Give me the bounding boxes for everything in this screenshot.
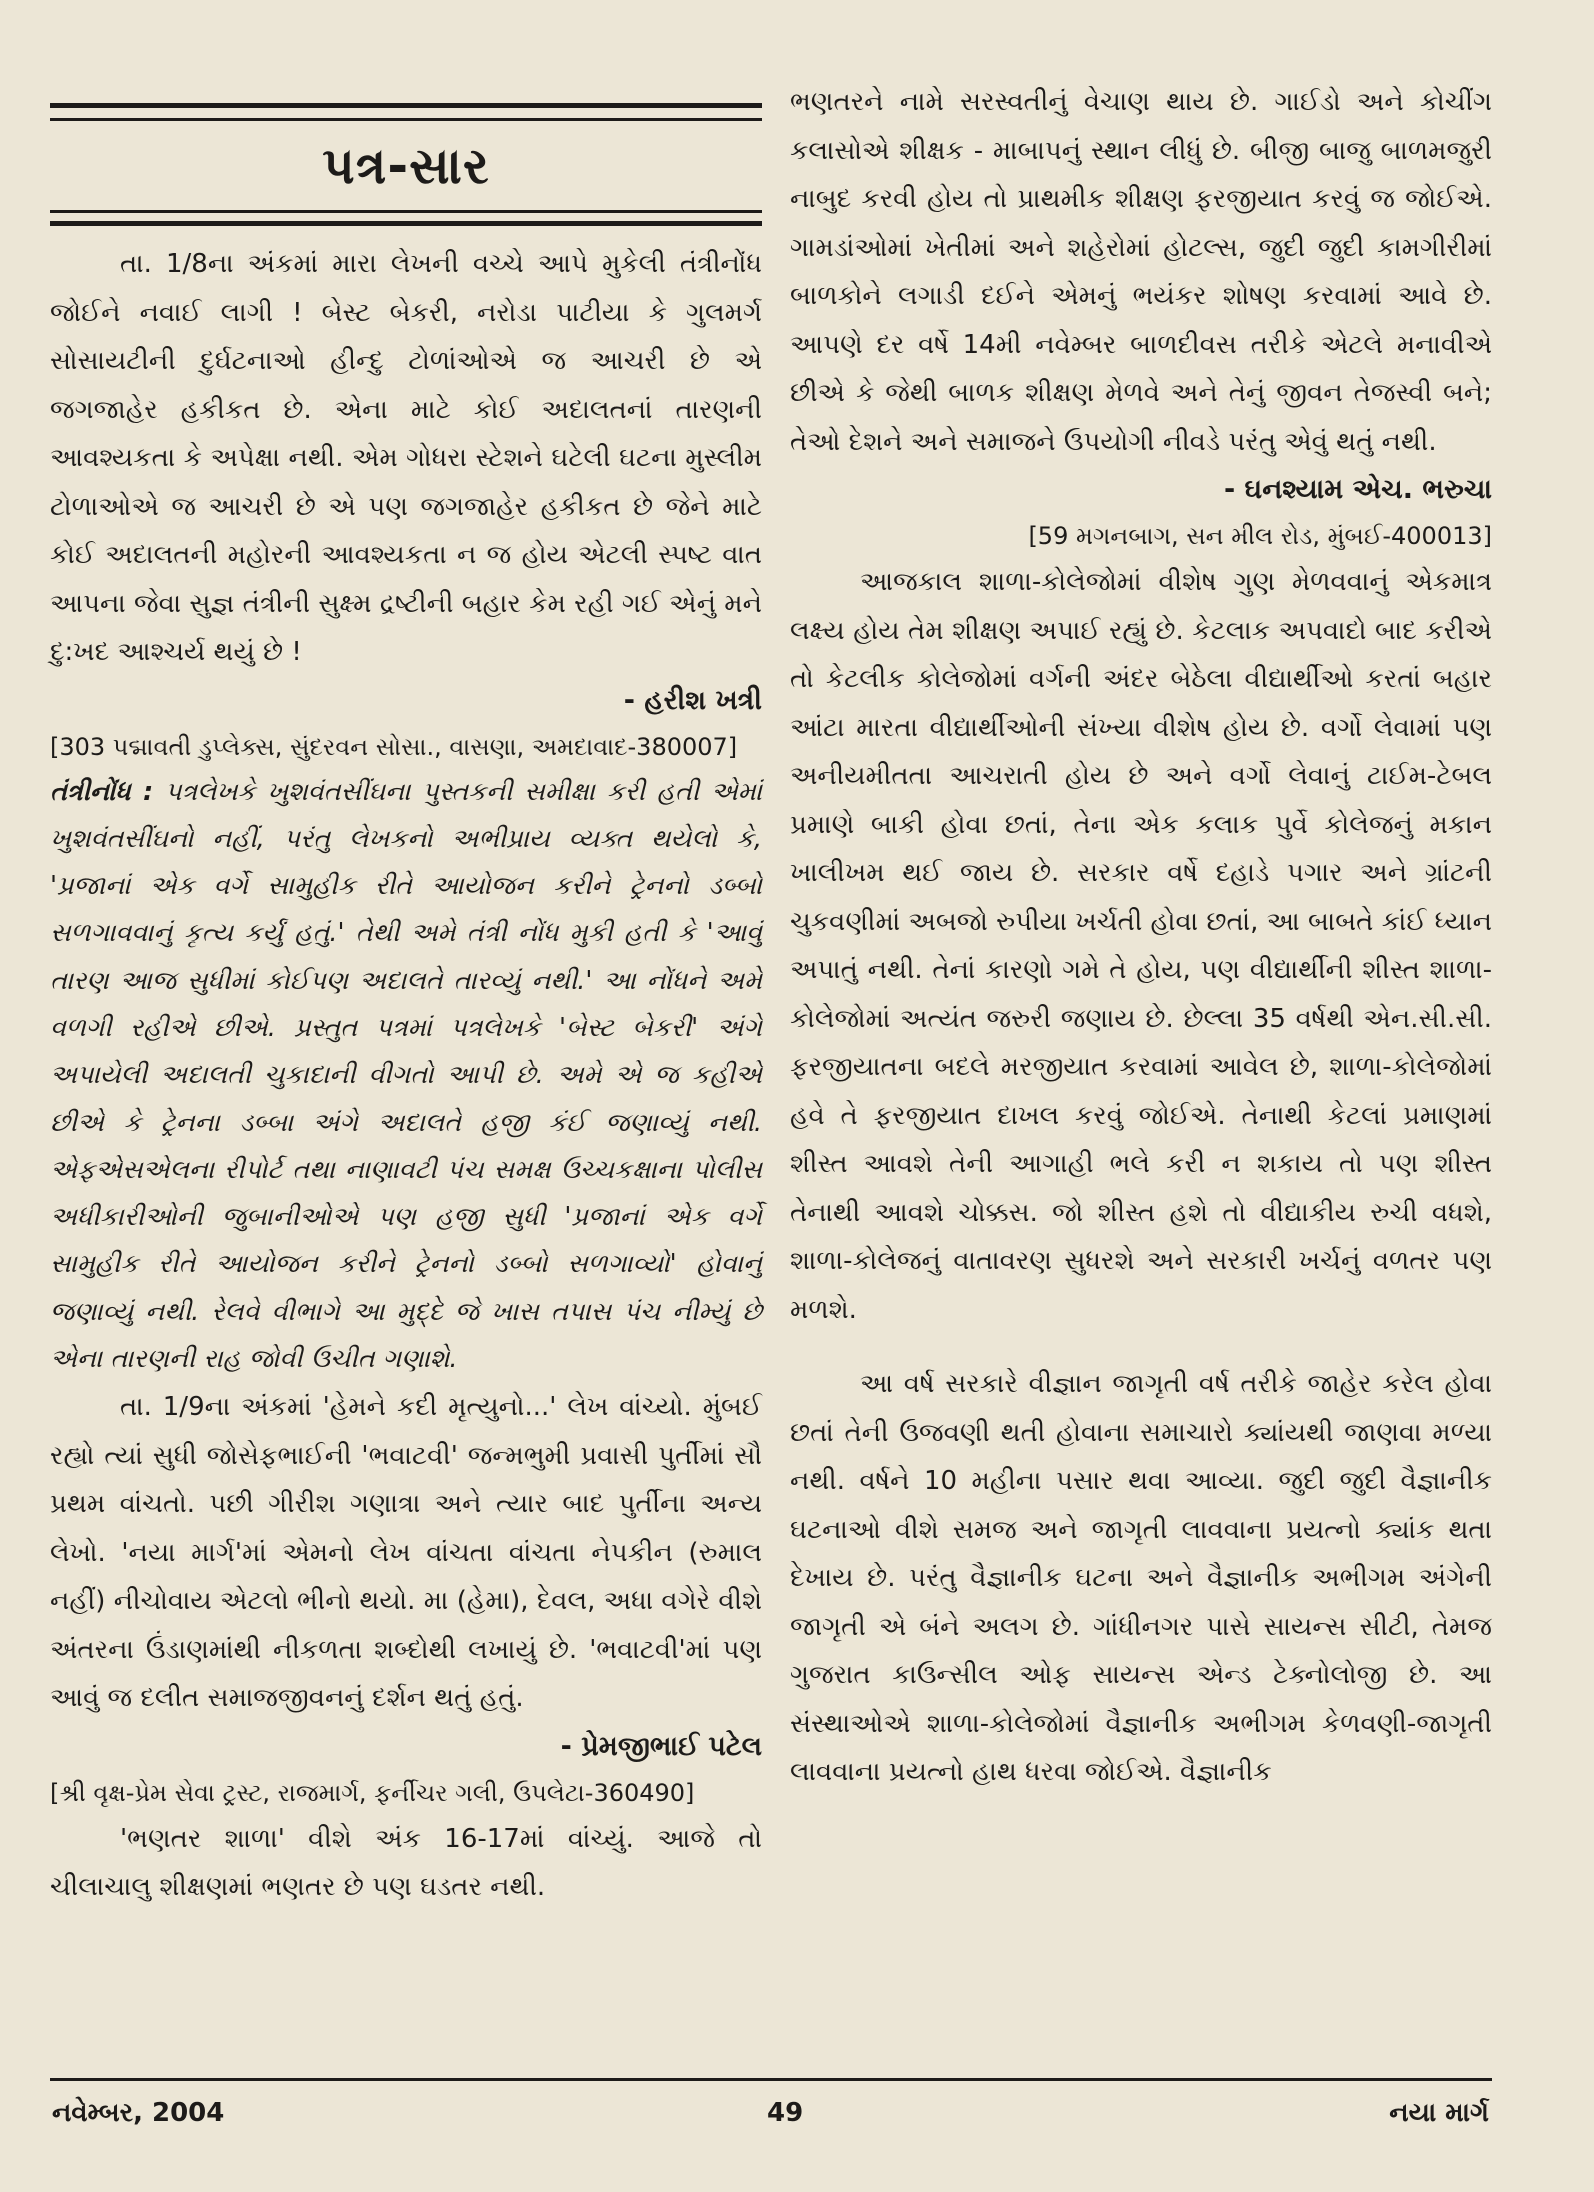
letter-2-address: [શ્રી વૃક્ષ-પ્રેમ સેવા ટ્રસ્ટ, રાજમાર્ગ, ફર્નીચર ગલી, ઉપલેટા-360490] [50,1778,695,1807]
heading-rule-top [50,103,762,121]
letter-1-signature: - હરીશ ખત્રી [623,684,762,716]
page-number: 49 [767,2098,804,2128]
letter-2-signature: - પ્રેમજીભાઈ પટેલ [560,1730,762,1762]
heading-rule-bottom [50,210,762,226]
left-column [50,95,762,1912]
letter-1-body: તા. 1/8ના અંકમાં મારા લેખની વચ્ચે આપે મુકેલી તંત્રીનોંધ જોઈને નવાઈ લાગી ! બેસ્ટ બેકરી, નરોડા પાટીયા કે ગુલમર્ગ સોસાયટીની દુર્ઘટનાઓ હીન્દુ ટોળાંઓએ જ આચરી છે એ જગજાહેર હકીકત છે. એના માટે કોઈ અદાલતનાં તારણની આવશ્યકતા કે અપેક્ષા નથી. એમ ગોધરા સ્ટેશને ઘટેલી ઘટના મુસ્લીમ ટોળાઓએ જ આચરી છે એ પણ જગજાહેર હકીકત છે જેને માટે કોઈ અદાલતની મહોરની આવશ્યકતા ન જ હોય એટલી સ્પષ્ટ વાત આપના જેવા સુજ્ઞ તંત્રીની સુક્ષ્મ દ્રષ્ટીની બહાર કેમ રહી ગઈ એનું મને દુ:ખદ આશ્ચર્ય થયું છે ! [50,249,762,667]
letter-1-address: [303 પદ્માવતી ડુપ્લેક્સ, સુંદરવન સોસા., વાસણા, અમદાવાદ-380007] [50,732,738,761]
letter-4-body: આજકાલ શાળા-કોલેજોમાં વીશેષ ગુણ મેળવવાનું એકમાત્ર લક્ષ્ય હોય તેમ શીક્ષણ અપાઈ રહ્યું છે. કેટલાક અપવાદો બાદ કરીએ તો કેટલીક કોલેજોમાં વર્ગની અંદર બેઠેલા વીદ્યાર્થીઓ કરતાં બહાર આંટા મારતા વીદ્યાર્થીઓની સંખ્યા વીશેષ હોય છે. વર્ગો લેવામાં પણ અનીયમીતતા આચરાતી હોય છે અને વર્ગો લેવાનું ટાઈમ-ટેબલ પ્રમાણે બાકી હોવા છતાં, તેના એક કલાક પુર્વે કોલેજનું મકાન ખાલીખમ થઈ જાય છે. સરકાર વર્ષે દહાડે પગાર અને ગ્રાંટની ચુકવણીમાં અબજો રુપીયા ખર્ચતી હોવા છતાં, આ બાબતે કાંઈ ધ્યાન અપાતું નથી. તેનાં કારણો ગમે તે હોય, પણ વીદ્યાર્થીની શીસ્ત શાળા-કોલેજોમાં અત્યંત જરુરી જણાય છે. છેલ્લા 35 વર્ષથી એન.સી.સી. ફરજીયાતના બદલે મરજીયાત કરવામાં આવેલ છે, શાળા-કોલેજોમાં હવે તે ફરજીયાત દાખલ કરવું જોઈએ. તેનાથી કેટલાં પ્રમાણમાં શીસ્ત આવશે તેની આગાહી ભલે કરી ન શકાય તો પણ શીસ્ત તેનાથી આવશે ચોક્કસ. જો શીસ્ત હશે તો વીદ્યાકીય રુચી વધશે, શાળા-કોલેજનું વાતાવરણ સુધરશે અને સરકારી ખર્ચનું વળતર પણ મળશે. [790,567,1492,1325]
letter-3-signature: - ઘનશ્યામ એચ. ભરુચા [1223,474,1492,505]
editor-note-label: તંત્રીનોંધ : [50,776,154,807]
letter-3-body-continued: ભણતરને નામે સરસ્વતીનું વેચાણ થાય છે. ગાઈડો અને કોચીંગ કલાસોએ શીક્ષક - માબાપનું સ્થાન લીધું છે. બીજી બાજુ બાળમજુરી નાબુદ કરવી હોય તો પ્રાથમીક શીક્ષણ ફરજીયાત કરવું જ જોઈએ. ગામડાંઓમાં ખેતીમાં અને શહેરોમાં હોટલ્સ, જુદી જુદી કામગીરીમાં બાળકોને લગાડી દઈને એમનું ભયંકર શોષણ કરવામાં આવે છે. આપણે દર વર્ષે 14મી નવેમ્બર બાળદીવસ તરીકે એટલે મનાવીએ છીએ કે જેથી બાળક શીક્ષણ મેળવે અને તેનું જીવન તેજસ્વી બને; તેઓ દેશને અને સમાજને ઉપયોગી નીવડે પરંતુ એવું થતું નથી. [790,87,1492,457]
right-column [790,78,1492,1797]
footer-rule [50,2078,1492,2081]
editor-note-text: પત્રલેખકે ખુશવંતસીંઘના પુસ્તકની સમીક્ષા કરી હતી એમાં ખુશવંતસીંઘનો નહીં, પરંતુ લેખકનો અભીપ્રાય વ્યક્ત થયેલો કે, 'પ્રજાનાં એક વર્ગે સામુહીક રીતે આયોજન કરીને ટ્રેનનો ડબ્બો સળગાવવાનું કૃત્ય કર્યું હતું.' તેથી અમે તંત્રી નોંધ મુકી હતી કે 'આવું તારણ આજ સુધીમાં કોઈપણ અદાલતે તારવ્યું નથી.' આ નોંધને અમે વળગી રહીએ છીએ. પ્રસ્તુત પત્રમાં પત્રલેખકે 'બેસ્ટ બેકરી' અંગે અપાયેલી અદાલતી ચુકાદાની વીગતો આપી છે. અમે એ જ કહીએ છીએ કે ટ્રેનના ડબ્બા અંગે અદાલતે હજી કંઈ જણાવ્યું નથી. એફએસએલના રીપોર્ટ તથા નાણાવટી પંચ સમક્ષ ઉચ્ચકક્ષાના પોલીસ અધીકારીઓની જુબાનીઓએ પણ હજી સુધી 'પ્રજાનાં એક વર્ગે સામુહીક રીતે આયોજન કરીને ટ્રેનનો ડબ્બો સળગાવ્યો' હોવાનું જણાવ્યું નથી. રેલવે વીભાગે આ મુદ્દે જે ખાસ તપાસ પંચ નીમ્યું છે એના તારણની રાહ જોવી ઉચીત ગણાશે. [50,776,762,1375]
section-heading: પત્ર-સાર [322,137,490,195]
editor-note [50,769,762,1384]
letter-3-address: [59 મગનબાગ, સન મીલ રોડ, મુંબઈ-400013] [1028,522,1492,550]
magazine-name: નયા માર્ગ [1389,2098,1489,2128]
letter-5-body: આ વર્ષ સરકારે વીજ્ઞાન જાગૃતી વર્ષ તરીકે જાહેર કરેલ હોવા છતાં તેની ઉજવણી થતી હોવાના સમાચારો ક્યાંયથી જાણવા મળ્યા નથી. વર્ષને 10 મહીના પસાર થવા આવ્યા. જુદી જુદી વૈજ્ઞાનીક ઘટનાઓ વીશે સમજ અને જાગૃતી લાવવાના પ્રયત્નો ક્યાંક થતા દેખાય છે. પરંતુ વૈજ્ઞાનીક ઘટના અને વૈજ્ઞાનીક અભીગમ અંગેની જાગૃતી એ બંને અલગ છે. ગાંધીનગર પાસે સાયન્સ સીટી, તેમજ ગુજરાત કાઉન્સીલ ઓફ સાયન્સ એન્ડ ટેક્નોલોજી છે. આ સંસ્થાઓએ શાળા-કોલેજોમાં વૈજ્ઞાનીક અભીગમ કેળવણી-જાગૃતી લાવવાના પ્રયત્નો હાથ ધરવા જોઈએ. વૈજ્ઞાનીક [790,1369,1492,1787]
paragraph-gap [790,1334,1492,1360]
letter-2-body: તા. 1/9ના અંકમાં 'હેમને કદી મૃત્યુનો...' લેખ વાંચ્યો. મુંબઈ રહ્યો ત્યાં સુધી જોસેફભાઈની 'ભવાટવી' જન્મભુમી પ્રવાસી પુર્તીમાં સૌ પ્રથમ વાંચતો. પછી ગીરીશ ગણાત્રા અને ત્યાર બાદ પુર્તીના અન્ય લેખો. 'નયા માર્ગ'માં એમનો લેખ વાંચતા વાંચતા નેપકીન (રુમાલ નહીં) નીચોવાય એટલો ભીનો થયો. મા (હેમા), દેવલ, અધા વગેરે વીશે અંતરના ઉંડાણમાંથી નીકળતા શબ્દોથી લખાયું છે. 'ભવાટવી'માં પણ આવું જ દલીત સમાજજીવનનું દર્શન થતું હતું. [50,1392,762,1714]
footer-date: નવેમ્બર, 2004 [52,2098,225,2128]
letter-3-body-start: 'ભણતર શાળા' વીશે અંક 16-17માં વાંચ્યું. આજે તો ચીલાચાલુ શીક્ષણમાં ભણતર છે પણ ઘડતર નથી. [50,1823,762,1903]
